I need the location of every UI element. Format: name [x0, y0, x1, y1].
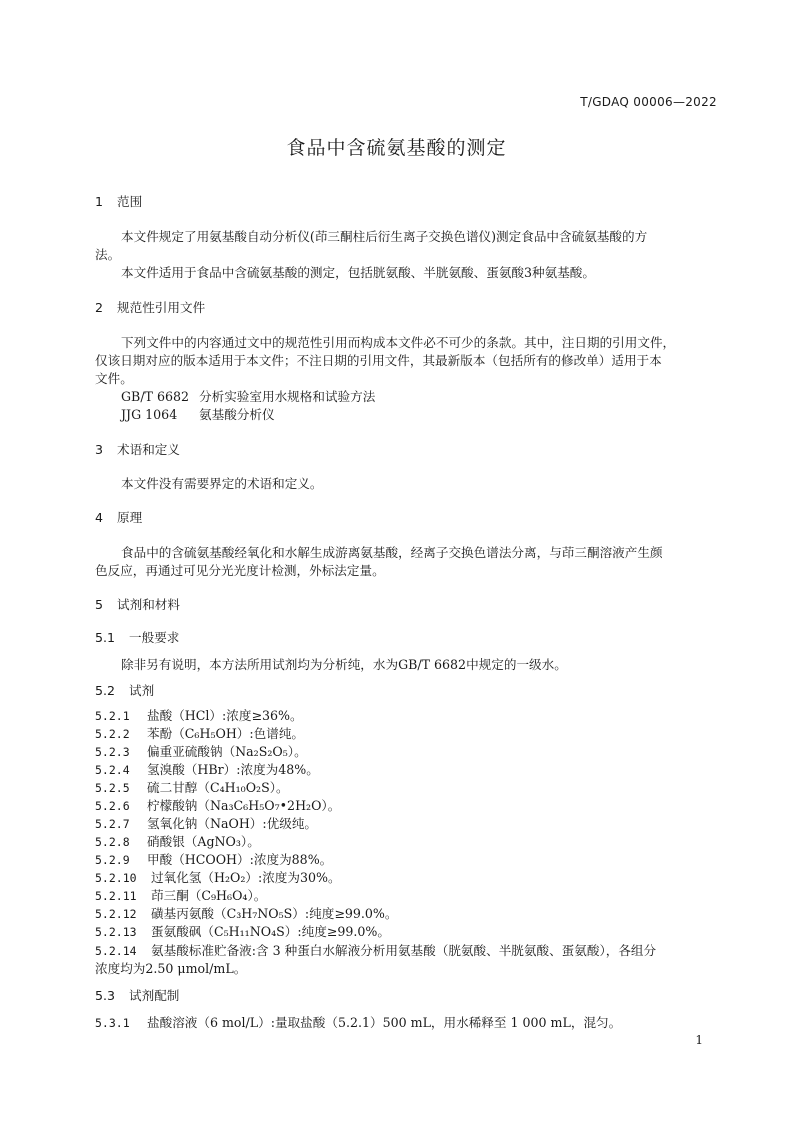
normative-reference — [121, 388, 375, 406]
reagent-name: 盐酸（HCl） — [147, 708, 223, 723]
reagent-name: 偏重亚硫酸钠（Na₂S₂O₅） — [147, 744, 295, 759]
section-number: 1 — [95, 194, 104, 209]
subsection-title: 试剂 — [129, 683, 155, 698]
section-title: 规范性引用文件 — [117, 300, 206, 315]
section-4-heading — [95, 509, 142, 527]
reagent-item — [95, 779, 289, 797]
paragraph-line: 浓度均为2.50 μmol/mL。 — [95, 961, 247, 976]
paragraph-line: 食品中的含硫氨基酸经氧化和水解生成游离氨基酸，经离子交换色谱法分离，与茚三酮溶液产生颜 — [121, 545, 663, 560]
reagent-spec: :优级纯。 — [262, 816, 318, 831]
subsection-title: 试剂配制 — [129, 988, 180, 1003]
reagent-spec: 。 — [327, 798, 341, 813]
subsection-5-3-heading — [95, 987, 179, 1005]
reagent-item — [95, 815, 317, 833]
reagent-name: 硫二甘醇（C₄H₁₀O₂S） — [147, 780, 277, 795]
reagent-spec: :纯度≥99.0%。 — [304, 906, 398, 921]
reagent-spec: 。 — [247, 834, 260, 849]
reagent-name: 过氧化氢（H₂O₂） — [151, 870, 258, 885]
reagent-spec: :浓度≥36%。 — [222, 708, 303, 723]
section-5-heading — [95, 596, 180, 614]
reference-code: GB/T 6682 — [121, 389, 190, 404]
reagent-spec: 。 — [294, 744, 307, 759]
section-number: 2 — [95, 300, 104, 315]
paragraph-line: 法。 — [95, 247, 121, 262]
reagent-item — [95, 869, 341, 887]
paragraph-line: 仅该日期对应的版本适用于本文件；不注日期的引用文件，其最新版本（包括所有的修改单）适用于本 — [95, 353, 662, 368]
reagent-spec: :浓度为30%。 — [257, 870, 341, 885]
reagent-name: 磺基丙氨酸（C₃H₇NO₅S） — [151, 906, 305, 921]
reagent-item — [95, 923, 390, 941]
subsection-title: 一般要求 — [129, 630, 180, 645]
reagent-item — [95, 905, 398, 923]
reference-name: 氨基酸分析仪 — [199, 407, 275, 422]
reagent-spec: :浓度为88%。 — [249, 852, 333, 867]
reagent-spec: :色谱纯。 — [249, 726, 305, 741]
item-number: 5.2.4 — [95, 763, 130, 777]
reagent-name: 氢氧化钠（NaOH） — [147, 816, 263, 831]
reagent-item — [95, 743, 307, 761]
item-number: 5.2.1 — [95, 709, 130, 723]
paragraph-line: 本文件适用于食品中含硫氨基酸的测定，包括胱氨酸、半胱氨酸、蛋氨酸3种氨基酸。 — [121, 265, 595, 280]
reagent-spec: :浓度为48%。 — [236, 762, 319, 777]
subsection-number: 5.3 — [95, 988, 116, 1003]
paragraph-line: 下列文件中的内容通过文中的规范性引用而构成本文件必不可少的条款。其中，注日期的引用文件， — [121, 335, 676, 350]
item-number: 5.2.7 — [95, 817, 130, 831]
page-number: 1 — [695, 1033, 703, 1047]
document-title: 食品中含硫氨基酸的测定 — [286, 137, 507, 159]
reagent-name: 蛋氨酸砜（C₅H₁₁NO₄S） — [151, 924, 298, 939]
reagent-item — [95, 707, 303, 725]
section-number: 4 — [95, 510, 104, 525]
section-title: 术语和定义 — [117, 442, 180, 457]
reagent-item — [95, 887, 266, 905]
item-number: 5.2.8 — [95, 835, 130, 849]
standard-code: T/GDAQ 00006—2022 — [580, 95, 717, 109]
item-number: 5.2.3 — [95, 745, 130, 759]
item-number: 5.2.10 — [95, 871, 137, 885]
paragraph-line: 文件。 — [95, 371, 133, 386]
item-number: 5.2.14 — [95, 944, 137, 958]
reagent-spec: 。 — [276, 780, 289, 795]
paragraph-line: 色反应，再通过可见分光光度计检测，外标法定量。 — [95, 563, 385, 578]
reagent-description: 氨基酸标准贮备液:含 3 种蛋白水解液分析用氨基酸（胱氨酸、半胱氨酸、蛋氨酸），各组分 — [151, 943, 657, 958]
section-title: 试剂和材料 — [117, 597, 180, 612]
reagent-item — [95, 851, 332, 869]
item-number: 5.2.13 — [95, 925, 137, 939]
paragraph-line: 除非另有说明，本方法所用试剂均为分析纯，水为GB/T 6682中规定的一级水。 — [121, 657, 567, 672]
item-number: 5.2.5 — [95, 781, 130, 795]
reference-name: 分析实验室用水规格和试验方法 — [199, 389, 376, 404]
reagent-spec: 。 — [253, 888, 267, 903]
reagent-item — [95, 761, 319, 779]
reagent-name: 苯酚（C₆H₅OH） — [147, 726, 250, 741]
reference-code: JJG 1064 — [121, 407, 178, 422]
paragraph-line: 本文件没有需要界定的术语和定义。 — [121, 476, 323, 491]
reagent-name: 甲酸（HCOOH） — [147, 852, 250, 867]
reagent-item — [95, 833, 260, 851]
subsection-5-1-heading — [95, 629, 179, 647]
section-number: 3 — [95, 442, 104, 457]
paragraph-line: 本文件规定了用氨基酸自动分析仪(茚三酮柱后衍生离子交换色谱仪)测定食品中含硫氨基酸的方 — [121, 229, 648, 244]
item-number: 5.2.9 — [95, 853, 130, 867]
item-number: 5.3.1 — [95, 1016, 130, 1030]
item-number: 5.2.6 — [95, 799, 130, 813]
section-2-heading — [95, 299, 205, 317]
section-number: 5 — [95, 597, 104, 612]
reagent-name: 柠檬酸钠（Na₃C₆H₅O₇•2H₂O） — [147, 798, 328, 813]
reagent-name: 茚三酮（C₉H₆O₄） — [151, 888, 254, 903]
item-number: 5.2.2 — [95, 727, 130, 741]
section-1-heading — [95, 193, 142, 211]
reagent-preparation-item — [95, 1014, 621, 1032]
reagent-item — [95, 797, 340, 815]
section-title: 原理 — [117, 510, 143, 525]
subsection-5-2-heading — [95, 682, 154, 700]
item-number: 5.2.12 — [95, 907, 137, 921]
section-3-heading — [95, 441, 180, 459]
reagent-spec: :纯度≥99.0%。 — [297, 924, 390, 939]
subsection-number: 5.2 — [95, 683, 116, 698]
section-title: 范围 — [117, 194, 143, 209]
reagent-name: 氢溴酸（HBr） — [147, 762, 237, 777]
item-number: 5.2.11 — [95, 889, 137, 903]
reagent-name: 硝酸银（AgNO₃） — [147, 834, 248, 849]
subsection-number: 5.1 — [95, 630, 116, 645]
reagent-item — [95, 942, 656, 960]
reagent-item — [95, 725, 304, 743]
normative-reference — [121, 406, 275, 424]
preparation-text: 盐酸溶液（6 mol/L）:量取盐酸（5.2.1）500 mL，用水稀释至 1 000 mL，混匀。 — [147, 1015, 622, 1030]
